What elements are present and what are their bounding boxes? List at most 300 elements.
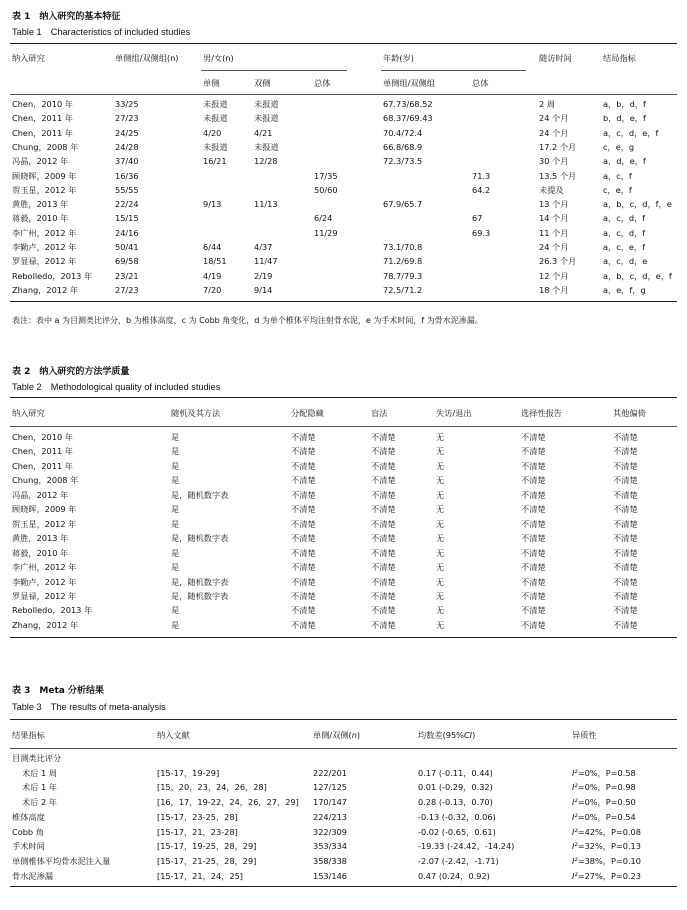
t2-cell-random: 是 — [171, 432, 180, 442]
t1-cell-sex-total: 6/24 — [314, 213, 333, 224]
t2-cell-conceal: 不清楚 — [291, 432, 316, 442]
t2-cell-conceal: 不清楚 — [291, 562, 316, 573]
t2-cell-blind: 不清楚 — [371, 460, 396, 471]
t2-cell-conceal: 不清楚 — [291, 475, 316, 486]
t1-cell-n: 55/55 — [115, 184, 139, 195]
t3-cell-outcome: 术后 2 年 — [22, 797, 57, 808]
t1-cell-outcome: a，b，c，d，f，e — [603, 199, 672, 210]
t1-cell-sex-uni: 6/44 — [203, 242, 222, 252]
t2-cell-blind: 不清楚 — [371, 504, 396, 515]
t1-cell-sex-uni: 18/51 — [203, 256, 227, 267]
table3-top-rule — [10, 719, 677, 720]
table-row — [0, 605, 687, 618]
i-squared-symbol: I² — [572, 870, 578, 881]
t1-header-age: 年龄(岁) — [383, 53, 414, 63]
t3-cell-outcome: 术后 1 年 — [22, 782, 57, 793]
t2-cell-random: 是 — [171, 619, 180, 630]
t1-cell-outcome: a，c，d，e，f — [603, 127, 659, 138]
t2-cell-other: 不清楚 — [613, 619, 638, 630]
t2-cell-conceal: 不清楚 — [291, 547, 316, 558]
t2-cell-blind: 不清楚 — [371, 590, 396, 601]
t1-cell-sex-total: 50/60 — [314, 184, 338, 195]
t2-cell-random: 是 — [171, 547, 180, 558]
t1-header-sex-uni: 单侧 — [203, 78, 220, 88]
table3-caption-en: Table 3 The results of meta-analysis — [12, 702, 166, 712]
t2-cell-blind: 不清楚 — [371, 547, 396, 558]
t1-cell-study: 李勤卢，2012 年 — [12, 242, 77, 252]
table-row — [0, 768, 687, 781]
t3-header-n: 单侧/双侧(n) — [313, 730, 361, 740]
table-row — [0, 156, 687, 169]
t2-cell-selective: 不清楚 — [521, 432, 546, 442]
t2-cell-blind: 不清楚 — [371, 605, 396, 616]
t1-cell-n: 23/21 — [115, 270, 139, 281]
table-row — [0, 432, 687, 445]
t1-cell-study: 贺玉星，2012 年 — [12, 184, 77, 195]
t1-cell-age-group: 78.7/79.3 — [383, 270, 423, 281]
t2-cell-selective: 不清楚 — [521, 489, 546, 500]
t2-cell-conceal: 不清楚 — [291, 619, 316, 630]
table-row — [0, 841, 687, 854]
t1-cell-sex-uni: 7/20 — [203, 284, 222, 295]
table3-caption-cn: 表 3 Meta 分析结果 — [12, 686, 104, 696]
t3-cell-md: 0.17 (-0.11，0.44) — [418, 767, 493, 778]
t3-cell-refs: [15-17，19-29] — [157, 767, 220, 778]
t1-cell-study: Chen，2011 年 — [12, 113, 73, 124]
t2-cell-study: 李勤卢，2012 年 — [12, 576, 77, 587]
table2-bottom-rule — [10, 637, 677, 638]
i-squared-symbol: I² — [572, 797, 578, 808]
table1-top-rule — [10, 43, 677, 44]
i-squared-symbol: I² — [572, 826, 578, 837]
table-row — [0, 461, 687, 474]
t2-cell-selective: 不清楚 — [521, 547, 546, 558]
t1-cell-n: 22/24 — [115, 199, 139, 210]
table2-caption-cn: 表 2 纳入研究的方法学质量 — [12, 367, 130, 377]
t1-cell-outcome: a，c，d，f — [603, 227, 646, 238]
t1-header-age-group: 单侧组/双侧组 — [383, 78, 435, 88]
t1-cell-sex-bi: 11/13 — [254, 199, 278, 210]
t1-cell-outcome: a，c，d，f — [603, 213, 646, 224]
table-row — [0, 185, 687, 198]
t3-cell-refs: [15，20，23，24，26，28] — [157, 782, 267, 793]
t3-cell-md: -2.07 (-2.42，-1.71) — [418, 855, 499, 866]
t1-cell-n: 69/58 — [115, 256, 139, 267]
t3-cell-outcome: 手术时间 — [12, 841, 45, 852]
t3-cell-md: 0.28 (-0.13，0.70) — [418, 797, 493, 808]
t2-cell-study: 黄胜，2013 年 — [12, 533, 69, 544]
t3-cell-refs: [15-17，21-25，28，29] — [157, 855, 257, 866]
t1-cell-study: Zhang，2012 年 — [12, 284, 79, 295]
t2-cell-other: 不清楚 — [613, 576, 638, 587]
t2-cell-other: 不清楚 — [613, 590, 638, 601]
t3-cell-het — [572, 812, 636, 823]
t1-cell-sex-uni: 9/13 — [203, 199, 222, 210]
t1-cell-age-total: 69.3 — [472, 227, 491, 238]
t2-cell-study: 蒋毅，2010 年 — [12, 547, 69, 558]
t3-het-value: =38%，P=0.10 — [577, 855, 641, 866]
t2-cell-blind: 不清楚 — [371, 619, 396, 630]
t1-cell-sex-bi: 4/21 — [254, 127, 273, 138]
t2-cell-random: 是 — [171, 518, 180, 529]
table1-header-rule — [10, 94, 677, 95]
t3-cell-refs: [15-17，23-25，28] — [157, 811, 238, 822]
table-row — [0, 620, 687, 633]
t1-cell-followup: 17.2 个月 — [539, 141, 577, 152]
t3-cell-n: 222/201 — [313, 767, 348, 778]
t2-header-blind: 盲法 — [371, 408, 388, 418]
t3-cell-outcome: 单侧椎体平均骨水泥注入量 — [12, 855, 111, 866]
t2-cell-study: 贺玉星，2012 年 — [12, 518, 77, 529]
t1-header-n: 单侧组/双侧组(n) — [115, 53, 179, 63]
t1-cell-study: 罗显禄，2012 年 — [12, 256, 77, 267]
t3-cell-refs: [16，17，19-22，24，26，27，29] — [157, 797, 299, 808]
t2-cell-blind: 不清楚 — [371, 518, 396, 529]
t2-cell-random: 是 — [171, 605, 180, 616]
t1-header-age-total: 总体 — [472, 78, 489, 88]
t1-cell-outcome: c，e，f — [603, 184, 632, 195]
t2-cell-blind: 不清楚 — [371, 432, 396, 442]
t1-cell-sex-bi: 11/47 — [254, 256, 278, 267]
t3-cell-md: 0.47 (0.24，0.92) — [418, 870, 490, 881]
t3-cell-het — [572, 827, 641, 838]
table-row — [0, 475, 687, 488]
t2-cell-random: 是 — [171, 475, 180, 486]
t1-header-study: 纳入研究 — [12, 53, 45, 63]
t2-cell-loss: 无 — [436, 518, 445, 529]
t1-cell-sex-total: 11/29 — [314, 227, 338, 238]
t1-cell-study: Chen，2011 年 — [12, 127, 73, 138]
t3-cell-n: 353/334 — [313, 841, 348, 852]
t2-cell-selective: 不清楚 — [521, 460, 546, 471]
t1-header-sex: 男/女(n) — [203, 53, 234, 63]
t2-cell-selective: 不清楚 — [521, 590, 546, 601]
table-row — [0, 285, 687, 298]
t2-cell-random: 是，随机数字表 — [171, 489, 229, 500]
t2-cell-conceal: 不清楚 — [291, 446, 316, 457]
table3-header-rule — [10, 748, 677, 749]
t1-cell-sex-bi: 2/19 — [254, 270, 273, 281]
t2-cell-selective: 不清楚 — [521, 562, 546, 573]
table-row — [0, 519, 687, 532]
t1-cell-study: 冯晶，2012 年 — [12, 156, 69, 167]
t3-cell-outcome: 术后 1 周 — [22, 767, 57, 778]
t2-cell-loss: 无 — [436, 533, 445, 544]
t3-het-value: =32%，P=0.13 — [577, 841, 641, 852]
table-row — [0, 171, 687, 184]
t1-cell-followup: 24 个月 — [539, 127, 569, 138]
t2-cell-conceal: 不清楚 — [291, 489, 316, 500]
t3-cell-refs: [15-17，21，23-28] — [157, 826, 238, 837]
t1-cell-age-total: 67 — [472, 213, 483, 224]
t2-cell-conceal: 不清楚 — [291, 504, 316, 515]
t2-cell-selective: 不清楚 — [521, 504, 546, 515]
t2-cell-loss: 无 — [436, 475, 445, 486]
table-row — [0, 213, 687, 226]
t2-header-random: 随机及其方法 — [171, 408, 221, 418]
t2-cell-conceal: 不清楚 — [291, 533, 316, 544]
t1-cell-sex-uni: 未报道 — [203, 141, 228, 152]
t3-cell-n: 127/125 — [313, 782, 348, 793]
t2-cell-other: 不清楚 — [613, 460, 638, 471]
t1-cell-age-group: 71.2/69.8 — [383, 256, 423, 267]
t1-cell-age-group: 72.3/73.5 — [383, 156, 423, 167]
t1-cell-sex-bi: 未报道 — [254, 99, 279, 109]
t3-cell-refs: [15-17，21，24，25] — [157, 870, 243, 881]
t1-cell-age-group: 66.8/68.9 — [383, 141, 423, 152]
t1-cell-n: 15/15 — [115, 213, 139, 224]
t2-cell-blind: 不清楚 — [371, 475, 396, 486]
t3-cell-het — [572, 768, 636, 779]
table-row — [0, 490, 687, 503]
t3-cell-n: 224/213 — [313, 811, 348, 822]
table-row — [0, 548, 687, 561]
t2-cell-selective: 不清楚 — [521, 533, 546, 544]
t2-cell-selective: 不清楚 — [521, 619, 546, 630]
t1-cell-n: 33/25 — [115, 99, 139, 109]
t2-cell-loss: 无 — [436, 547, 445, 558]
t2-cell-loss: 无 — [436, 504, 445, 515]
t3-cell-n: 322/309 — [313, 826, 348, 837]
t2-header-study: 纳入研究 — [12, 408, 45, 418]
t1-cell-sex-bi: 未报道 — [254, 141, 279, 152]
t1-cell-age-group: 68.37/69.43 — [383, 113, 433, 124]
table1-bottom-rule — [10, 301, 677, 302]
t2-cell-study: 顾晓晖，2009 年 — [12, 504, 77, 515]
t2-cell-blind: 不清楚 — [371, 562, 396, 573]
t1-cell-sex-uni: 4/20 — [203, 127, 222, 138]
t1-cell-outcome: a，b，d，f — [603, 99, 646, 109]
t3-cell-md: -19.33 (-24.42，-14.24) — [418, 841, 515, 852]
t1-cell-followup: 24 个月 — [539, 113, 569, 124]
t2-cell-conceal: 不清楚 — [291, 576, 316, 587]
table-row — [0, 562, 687, 575]
t2-cell-random: 是 — [171, 460, 180, 471]
t3-het-value: =27%，P=0.23 — [577, 870, 641, 881]
t2-cell-blind: 不清楚 — [371, 489, 396, 500]
table-row — [0, 256, 687, 269]
table-row — [0, 113, 687, 126]
t3-cell-outcome: 骨水泥渗漏 — [12, 870, 53, 881]
t2-cell-conceal: 不清楚 — [291, 605, 316, 616]
table-row — [0, 871, 687, 884]
t3-cell-n: 170/147 — [313, 797, 348, 808]
t3-het-value: =0%，P=0.50 — [577, 797, 636, 808]
t3-cell-het — [572, 841, 641, 852]
t1-cell-outcome: a，c，d，e — [603, 256, 648, 267]
t2-cell-random: 是 — [171, 504, 180, 515]
t3-cell-outcome: Cobb 角 — [12, 826, 44, 837]
t2-cell-conceal: 不清楚 — [291, 460, 316, 471]
t1-cell-n: 16/36 — [115, 170, 139, 181]
t1-cell-study: Chen，2010 年 — [12, 99, 73, 109]
t2-cell-other: 不清楚 — [613, 489, 638, 500]
t1-cell-followup: 13 个月 — [539, 199, 569, 210]
t2-cell-random: 是，随机数字表 — [171, 533, 229, 544]
t2-header-other: 其他偏倚 — [613, 408, 646, 418]
t1-cell-outcome: c，e，g — [603, 141, 635, 152]
t2-cell-study: 李广州，2012 年 — [12, 562, 77, 573]
table1-caption-en: Table 1 Characteristics of included studies — [12, 27, 191, 37]
t3-cell-refs: [15-17，19-25，28，29] — [157, 841, 257, 852]
table2-caption-en: Table 2 Methodological quality of included studies — [12, 382, 221, 392]
t1-cell-outcome: a，d，e，f — [603, 156, 646, 167]
table-row — [0, 242, 687, 255]
t1-cell-followup: 14 个月 — [539, 213, 569, 224]
t1-cell-n: 27/23 — [115, 284, 139, 295]
t2-cell-loss: 无 — [436, 489, 445, 500]
t1-cell-sex-uni: 未报道 — [203, 113, 228, 124]
t2-cell-other: 不清楚 — [613, 432, 638, 442]
t2-cell-blind: 不清楚 — [371, 533, 396, 544]
t2-cell-other: 不清楚 — [613, 518, 638, 529]
t1-header-outcome: 结局指标 — [603, 53, 636, 63]
table-row — [0, 199, 687, 212]
t2-cell-selective: 不清楚 — [521, 576, 546, 587]
t2-cell-selective: 不清楚 — [521, 475, 546, 486]
t1-cell-outcome: a，e，f，g — [603, 284, 646, 295]
t3-cell-het — [572, 856, 641, 867]
t2-cell-study: 罗显禄，2012 年 — [12, 590, 77, 601]
t2-cell-conceal: 不清楚 — [291, 590, 316, 601]
t3-het-value: =0%，P=0.58 — [577, 767, 636, 778]
t1-cell-study: 蒋毅，2010 年 — [12, 213, 69, 224]
t2-cell-study: Rebolledo，2013 年 — [12, 605, 93, 616]
t2-cell-study: Chen，2011 年 — [12, 446, 73, 457]
t3-cell-het — [572, 797, 636, 808]
t1-cell-followup: 未提及 — [539, 184, 564, 195]
table-row — [0, 577, 687, 590]
t3-cell-outcome: 椎体高度 — [12, 811, 45, 822]
t2-cell-other: 不清楚 — [613, 562, 638, 573]
t1-cell-study: Chung，2008 年 — [12, 141, 79, 152]
t1-cell-age-total: 64.2 — [472, 184, 491, 195]
t2-cell-loss: 无 — [436, 432, 445, 442]
t2-cell-loss: 无 — [436, 562, 445, 573]
t1-cell-outcome: a，c，e，f — [603, 242, 646, 252]
t1-cell-followup: 18 个月 — [539, 284, 569, 295]
t1-cell-n: 50/41 — [115, 242, 139, 252]
table2-header-rule — [10, 426, 677, 427]
t2-cell-study: Chen，2010 年 — [12, 432, 73, 442]
t1-cell-n: 27/23 — [115, 113, 139, 124]
table-row — [0, 856, 687, 869]
t3-cell-md: -0.13 (-0.32，0.06) — [418, 811, 496, 822]
t2-cell-study: Chen，2011 年 — [12, 460, 73, 471]
t2-cell-other: 不清楚 — [613, 547, 638, 558]
table1-note: 表注：表中 a 为目测类比评分，b 为椎体高度，c 为 Cobb 角变化，d 为单个椎体平均注射骨水泥，e 为手术时间，f 为骨水泥渗漏。 — [12, 316, 483, 325]
table-row — [0, 99, 687, 112]
t2-cell-conceal: 不清楚 — [291, 518, 316, 529]
t1-cell-outcome: b，d，e，f — [603, 113, 646, 124]
t1-cell-followup: 26.3 个月 — [539, 256, 577, 267]
i-squared-symbol: I² — [572, 811, 578, 822]
table-row — [0, 128, 687, 141]
t1-age-subrule — [381, 70, 526, 71]
t2-cell-loss: 无 — [436, 619, 445, 630]
t2-cell-blind: 不清楚 — [371, 446, 396, 457]
t2-header-loss: 失访/退出 — [436, 408, 472, 418]
t2-cell-study: Zhang，2012 年 — [12, 619, 79, 630]
t1-sex-subrule — [201, 70, 347, 71]
t3-header-het: 异质性 — [572, 730, 597, 740]
t3-cell-het — [572, 782, 636, 793]
t1-cell-followup: 30 个月 — [539, 156, 569, 167]
table-row — [0, 533, 687, 546]
table-row — [0, 797, 687, 810]
table1-caption-cn: 表 1 纳入研究的基本特征 — [12, 12, 121, 22]
t1-cell-n: 37/40 — [115, 156, 139, 167]
t1-cell-sex-bi: 9/14 — [254, 284, 273, 295]
t1-cell-study: 黄胜，2013 年 — [12, 199, 69, 210]
t2-header-selective: 选择性报告 — [521, 408, 562, 418]
i-squared-symbol: I² — [572, 855, 578, 866]
table-row — [0, 591, 687, 604]
t2-cell-other: 不清楚 — [613, 446, 638, 457]
table-row — [0, 504, 687, 517]
t2-cell-selective: 不清楚 — [521, 446, 546, 457]
t3-cell-n: 358/338 — [313, 855, 348, 866]
t2-cell-random: 是 — [171, 446, 180, 457]
t2-cell-other: 不清楚 — [613, 475, 638, 486]
t1-cell-study: 李广州，2012 年 — [12, 227, 77, 238]
t1-cell-followup: 13.5 个月 — [539, 170, 577, 181]
t1-cell-sex-uni: 未报道 — [203, 99, 228, 109]
t2-cell-study: Chung，2008 年 — [12, 475, 79, 486]
table-row — [0, 812, 687, 825]
t2-cell-loss: 无 — [436, 590, 445, 601]
t1-cell-followup: 24 个月 — [539, 242, 569, 252]
t2-cell-random: 是 — [171, 562, 180, 573]
t3-het-value: =0%，P=0.98 — [577, 782, 636, 793]
table-row — [0, 446, 687, 459]
t2-cell-selective: 不清楚 — [521, 518, 546, 529]
t3-header-refs: 纳入文献 — [157, 730, 190, 740]
t3-cell-md: 0.01 (-0.29，0.32) — [418, 782, 493, 793]
t3-het-value: =0%，P=0.54 — [577, 811, 636, 822]
t1-cell-followup: 12 个月 — [539, 270, 569, 281]
t3-cell-n: 153/146 — [313, 870, 348, 881]
t1-cell-age-group: 67.73/68.52 — [383, 99, 433, 109]
t1-cell-sex-bi: 未报道 — [254, 113, 279, 124]
t1-header-followup: 随访时间 — [539, 53, 572, 63]
t3-cell-md: -0.02 (-0.65，0.61) — [418, 826, 496, 837]
t1-cell-outcome: a，c，f — [603, 170, 632, 181]
table-row — [0, 142, 687, 155]
t2-cell-other: 不清楚 — [613, 533, 638, 544]
t1-cell-age-total: 71.3 — [472, 170, 491, 181]
t2-cell-other: 不清楚 — [613, 504, 638, 515]
t1-cell-age-group: 72.5/71.2 — [383, 284, 423, 295]
t1-cell-sex-uni: 4/19 — [203, 270, 222, 281]
t1-cell-n: 24/16 — [115, 227, 139, 238]
t1-cell-sex-bi: 4/37 — [254, 242, 273, 252]
i-squared-symbol: I² — [572, 841, 578, 852]
t1-cell-age-group: 67.9/65.7 — [383, 199, 423, 210]
table-row — [0, 228, 687, 241]
t2-cell-loss: 无 — [436, 460, 445, 471]
t1-cell-outcome: a，b，c，d，e，f — [603, 270, 672, 281]
t2-cell-random: 是，随机数字表 — [171, 576, 229, 587]
i-squared-symbol: I² — [572, 782, 578, 793]
t2-cell-random: 是，随机数字表 — [171, 590, 229, 601]
t3-het-value: =42%，P=0.08 — [577, 826, 641, 837]
t1-cell-age-group: 73.1/70.8 — [383, 242, 423, 252]
t1-cell-sex-uni: 16/21 — [203, 156, 227, 167]
table3-bottom-rule — [10, 886, 677, 887]
table2-top-rule — [10, 397, 677, 398]
t3-header-outcome: 结果指标 — [12, 730, 45, 740]
